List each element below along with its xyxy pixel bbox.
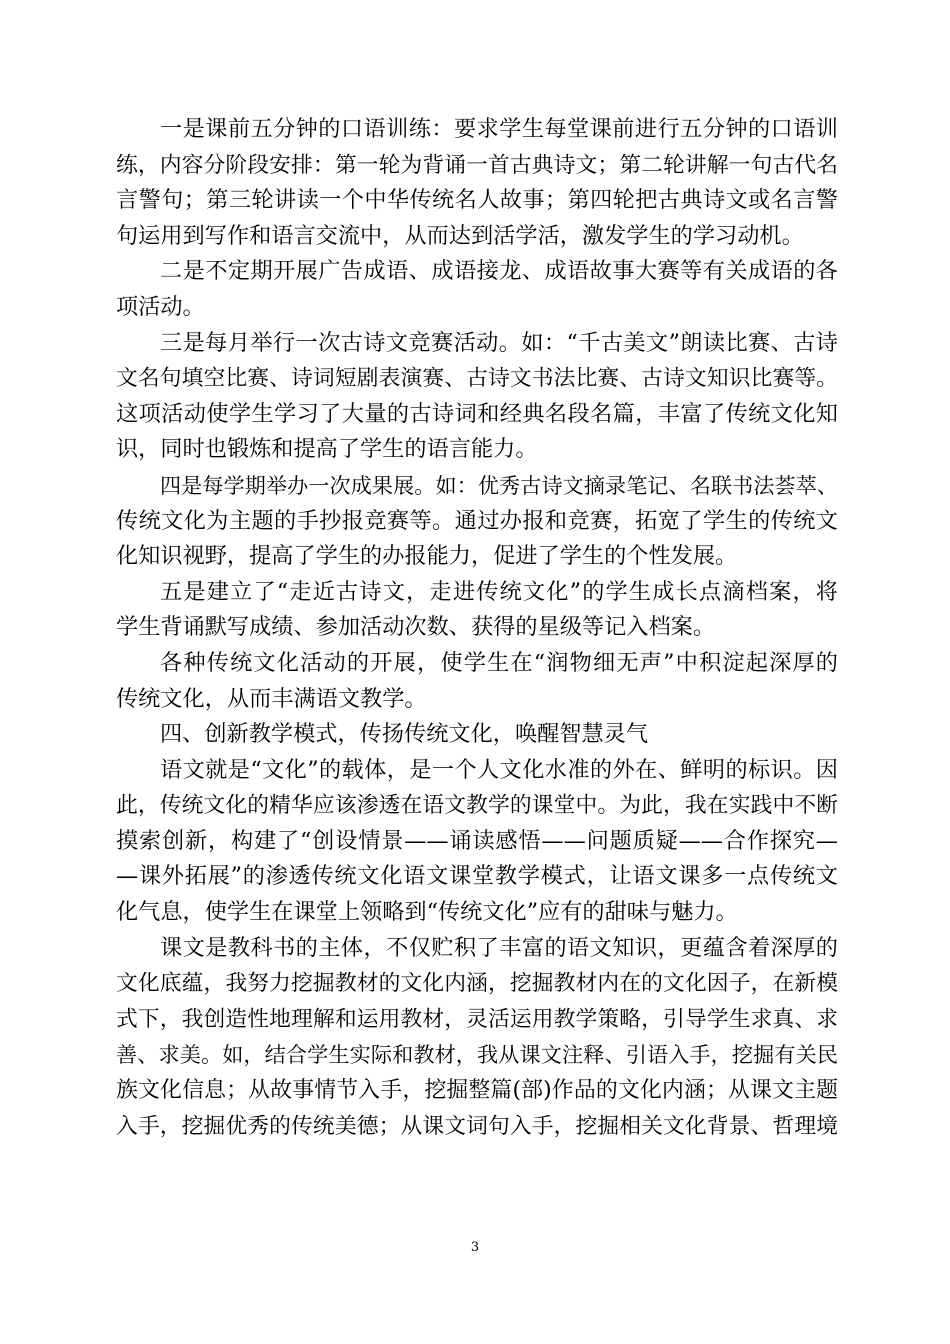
text-line: 传统文化为主题的手抄报竞赛等。通过办报和竞赛，拓宽了学生的传统文 bbox=[116, 507, 838, 534]
text-line: 二是不定期开展广告成语、成语接龙、成语故事大赛等有关成语的各 bbox=[160, 258, 838, 285]
text-line: 四是每学期举办一次成果展。如：优秀古诗文摘录笔记、名联书法荟萃、 bbox=[160, 472, 838, 498]
text-line: 一是课前五分钟的口语训练：要求学生每堂课前进行五分钟的口语训 bbox=[160, 116, 838, 142]
text-line: 入手，挖掘优秀的传统美德；从课文词句入手，挖掘相关文化背景、哲理境 bbox=[116, 1113, 838, 1139]
text-line: 摸索创新，构建了“创设情景——诵读感悟——问题质疑——合作探究— bbox=[116, 827, 838, 854]
text-line: 项活动。 bbox=[116, 293, 205, 320]
text-line: 这项活动使学生学习了大量的古诗词和经典名段名篇，丰富了传统文化知 bbox=[116, 400, 838, 427]
page-number: 3 bbox=[470, 1240, 480, 1255]
text-line: 课文是教科书的主体，不仅贮积了丰富的语文知识，更蕴含着深厚的 bbox=[160, 934, 838, 961]
text-line: 三是每月举行一次古诗文竞赛活动。如：“千古美文”朗读比赛、古诗 bbox=[160, 329, 838, 356]
text-line: 识，同时也锻炼和提高了学生的语言能力。 bbox=[116, 436, 538, 463]
text-line: 族文化信息；从故事情节入手，挖掘整篇(部)作品的文化内涵；从课文主题 bbox=[116, 1078, 838, 1104]
text-line: 文化底蕴，我努力挖掘教材的文化内涵，挖掘教材内在的文化因子，在新模 bbox=[116, 971, 838, 997]
text-line: 练，内容分阶段安排：第一轮为背诵一首古典诗文；第二轮讲解一句古代名 bbox=[116, 152, 838, 178]
text-line: 五是建立了“走近古诗文，走进传统文化”的学生成长点滴档案，将 bbox=[160, 578, 838, 605]
text-line: 此，传统文化的精华应该渗透在语文教学的课堂中。为此，我在实践中不断 bbox=[116, 793, 838, 819]
text-line: 传统文化，从而丰满语文教学。 bbox=[116, 685, 427, 712]
text-line: 各种传统文化活动的开展，使学生在“润物细无声”中积淀起深厚的 bbox=[160, 649, 838, 676]
text-line: 化气息，使学生在课堂上领略到“传统文化”应有的甜味与魅力。 bbox=[116, 899, 738, 926]
text-line: 化知识视野，提高了学生的办报能力，促进了学生的个性发展。 bbox=[116, 543, 738, 570]
text-line: 言警句；第三轮讲读一个中华传统名人故事；第四轮把古典诗文或名言警 bbox=[116, 187, 838, 214]
text-line: 四、创新教学模式，传扬传统文化，唤醒智慧灵气 bbox=[160, 721, 649, 748]
text-line: 文名句填空比赛、诗词短剧表演赛、古诗文书法比赛、古诗文知识比赛等。 bbox=[116, 366, 838, 392]
text-line: 善、求美。如，结合学生实际和教材，我从课文注释、引语入手，挖掘有关民 bbox=[116, 1042, 838, 1068]
text-line: 学生背诵默写成绩、参加活动次数、获得的星级等记入档案。 bbox=[116, 614, 716, 641]
text-line: 式下，我创造性地理解和运用教材，灵活运用教学策略，引导学生求真、求 bbox=[116, 1006, 838, 1032]
text-line: —课外拓展”的渗透传统文化语文课堂教学模式，让语文课多一点传统文 bbox=[116, 863, 838, 890]
document-body bbox=[116, 112, 838, 1144]
text-line: 语文就是“文化”的载体，是一个人文化水准的外在、鲜明的标识。因 bbox=[160, 756, 838, 783]
text-line: 句运用到写作和语言交流中，从而达到活学活，激发学生的学习动机。 bbox=[116, 222, 804, 249]
